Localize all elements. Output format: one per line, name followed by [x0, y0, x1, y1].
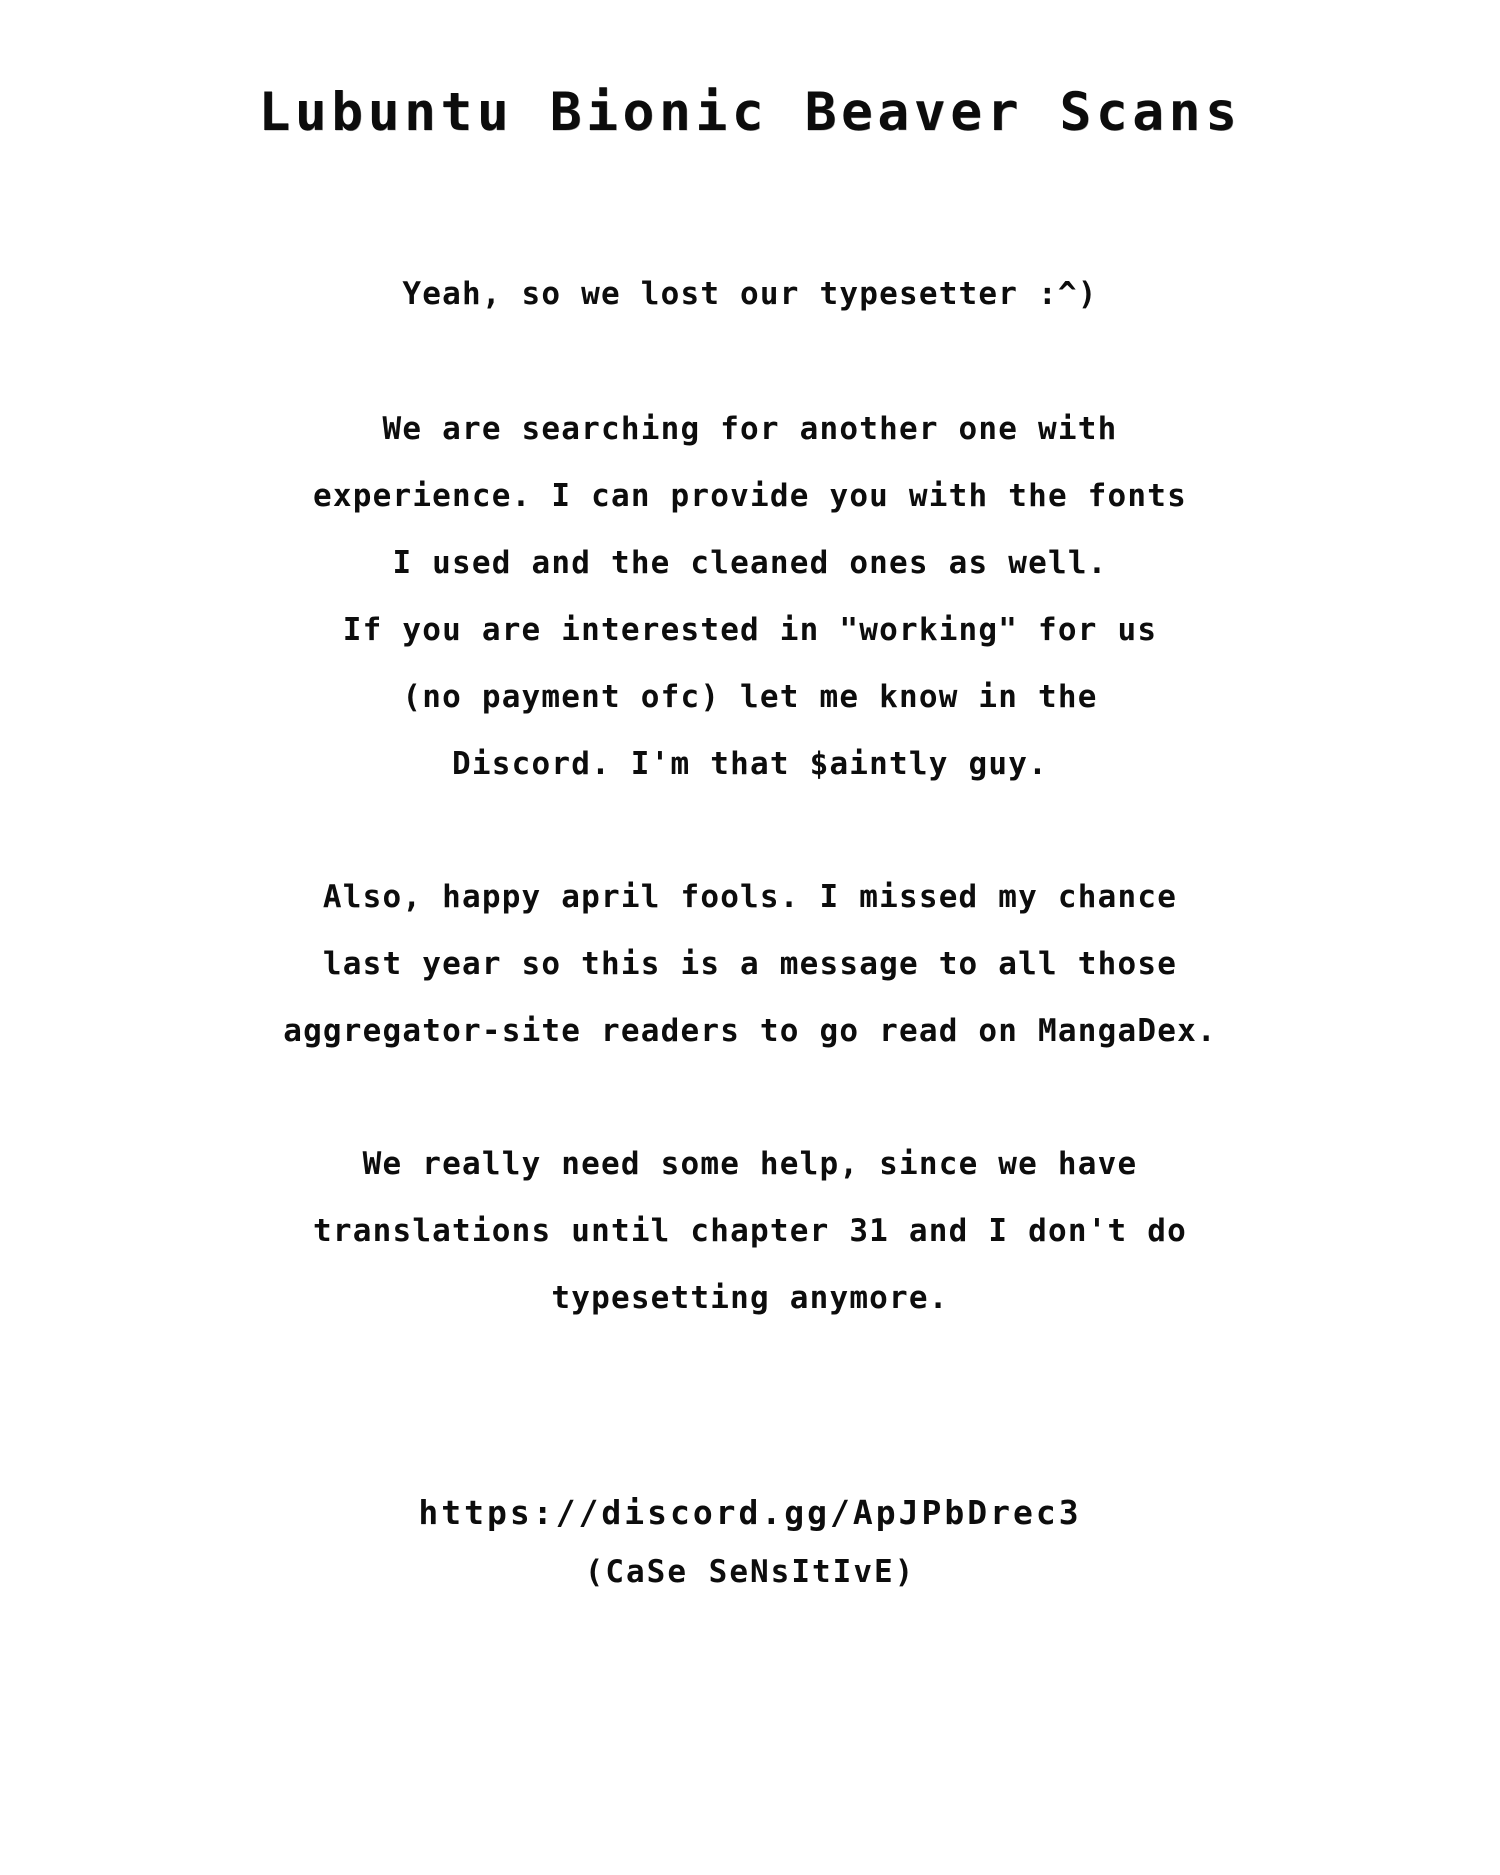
text-line: Also, happy april fools. I missed my chance — [322, 879, 1178, 915]
text-line: If you are interested in "working" for us — [342, 612, 1158, 648]
message-body — [70, 261, 1430, 1332]
text-line: aggregator-site readers to go read on MangaDex. — [283, 1013, 1217, 1049]
text-line: (no payment ofc) let me know in the — [402, 679, 1098, 715]
text-line: Yeah, so we lost our typesetter :^) — [402, 276, 1098, 312]
paragraph-intro — [70, 261, 1430, 328]
text-line: I used and the cleaned ones as well. — [392, 545, 1108, 581]
footer — [60, 1482, 1440, 1600]
text-line: translations until chapter 31 and I don't do — [313, 1213, 1187, 1249]
text-line: experience. I can provide you with the fonts — [313, 478, 1187, 514]
text-line: typesetting anymore. — [551, 1280, 949, 1316]
paragraph-help-needed — [70, 1131, 1430, 1332]
text-line: We are searching for another one with — [382, 411, 1118, 447]
text-line: last year so this is a message to all those — [322, 946, 1178, 982]
text-line: We really need some help, since we have — [362, 1146, 1138, 1182]
paragraph-recruiting — [70, 396, 1430, 798]
discord-invite-link[interactable]: https://discord.gg/ApJPbDrec3 — [418, 1493, 1082, 1532]
page-title: Lubuntu Bionic Beaver Scans — [258, 82, 1242, 143]
case-sensitive-note: (CaSe SeNsItIvE) — [584, 1554, 916, 1590]
paragraph-april-fools — [70, 864, 1430, 1065]
text-line: Discord. I'm that $aintly guy. — [452, 746, 1048, 782]
